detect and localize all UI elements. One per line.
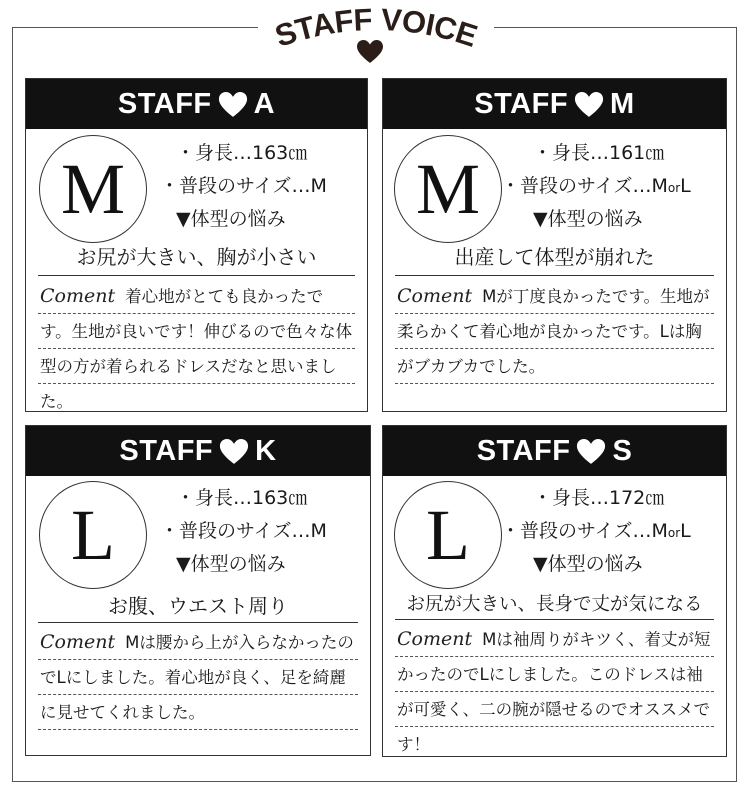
size-badge: M — [39, 135, 147, 243]
staff-card-a — [25, 78, 368, 412]
staff-card-k — [25, 425, 371, 756]
staff-stats — [160, 137, 327, 236]
staff-card-header — [383, 426, 726, 476]
comment-box — [395, 279, 714, 389]
heart-icon — [574, 92, 604, 118]
divider — [38, 622, 358, 623]
usual-size-text: ・普段のサイズ…M — [501, 175, 668, 197]
comment-body: Mは袖周りがキツく、着丈が短かったのでLにしました。このドレスは袖が可愛く、二の腕が隠せるのでオススメです！ — [397, 630, 711, 754]
comment-body: 着心地がとても良かったです。生地が良いです！伸びるので色々な体型の方が着られるドレスだなと思いました。 — [40, 287, 353, 411]
staff-initial: S — [612, 434, 633, 467]
heart-icon — [218, 92, 248, 118]
comment-body: Mが丁度良かったです。生地が柔らかくて着心地が良かったです。Lは胸がブカブカでした。 — [397, 287, 710, 376]
comment-box — [38, 625, 358, 735]
worry-text: お尻が大きい、胸が小さい — [76, 245, 317, 269]
comment-label: Coment — [397, 628, 473, 650]
usual-size-text: ・普段のサイズ…M — [160, 175, 327, 197]
or-text: or — [667, 181, 681, 195]
staff-stats — [501, 482, 691, 581]
staff-label: STAFF — [474, 87, 569, 120]
comment-box — [395, 622, 714, 757]
divider — [395, 619, 714, 620]
comment-body: Mは腰から上が入らなかったのでLにしました。着心地が良く、足を綺麗に見せてくれました。 — [40, 633, 354, 722]
staff-initial: A — [253, 87, 276, 120]
heart-icon — [357, 40, 383, 64]
comment-label: Coment — [40, 631, 116, 653]
staff-label: STAFF — [117, 87, 212, 120]
height-text: ・身長…163㎝ — [176, 142, 308, 164]
comment-label: Coment — [397, 285, 473, 307]
staff-card-header — [26, 426, 370, 476]
size-badge: M — [394, 135, 502, 243]
page-title: STAFF VOICE — [270, 4, 482, 54]
usual-size-alt: L — [680, 520, 691, 542]
staff-stats — [160, 482, 327, 581]
worry-label: ▼体型の悩み — [176, 553, 286, 575]
staff-card-m — [382, 78, 727, 412]
comment-box — [38, 279, 355, 409]
staff-card-s — [382, 425, 727, 757]
usual-size-text: ・普段のサイズ…M — [160, 520, 327, 542]
staff-label: STAFF — [476, 434, 571, 467]
height-text: ・身長…161㎝ — [533, 142, 665, 164]
or-text: or — [667, 526, 681, 540]
height-text: ・身長…172㎝ — [533, 487, 665, 509]
staff-stats — [501, 137, 691, 236]
heart-icon — [576, 439, 606, 465]
staff-card-header — [26, 79, 367, 129]
size-badge: L — [39, 481, 147, 589]
worry-label: ▼体型の悩み — [176, 208, 286, 230]
worry-label: ▼体型の悩み — [533, 553, 643, 575]
usual-size-text: ・普段のサイズ…M — [501, 520, 668, 542]
divider — [395, 275, 714, 276]
worry-text: 出産して体型が崩れた — [454, 245, 655, 269]
comment-text — [38, 279, 355, 419]
staff-initial: M — [610, 87, 635, 120]
usual-size-alt: L — [680, 175, 691, 197]
comment-text — [395, 279, 714, 384]
staff-label: STAFF — [119, 434, 214, 467]
comment-label: Coment — [40, 285, 116, 307]
comment-text — [395, 622, 714, 762]
staff-initial: K — [255, 434, 277, 467]
heart-icon — [219, 439, 249, 465]
staff-card-header — [383, 79, 726, 129]
height-text: ・身長…163㎝ — [176, 487, 308, 509]
worry-text: お腹、ウエスト周り — [108, 594, 288, 618]
divider — [38, 275, 355, 276]
worry-label: ▼体型の悩み — [533, 208, 643, 230]
size-badge: L — [394, 481, 502, 589]
usual-size-row — [501, 170, 691, 203]
comment-text — [38, 625, 358, 730]
worry-text: お尻が大きい、長身で丈が気になる — [406, 594, 703, 615]
usual-size-row — [501, 515, 691, 548]
